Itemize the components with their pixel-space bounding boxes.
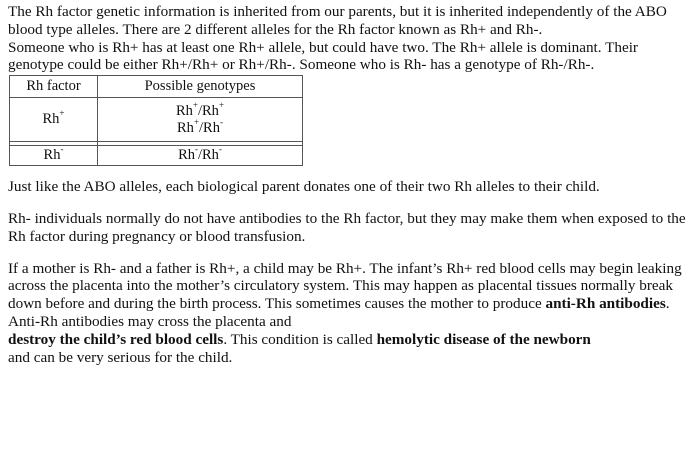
intro-paragraph-2: Someone who is Rh+ has at least one Rh+ allele, but could have two. The Rh+ allele is dominant. Their genotype could be either Rh+/Rh+ or Rh+/Rh-. Someone who is Rh- has a genotype of Rh-/Rh-. — [8, 38, 638, 74]
abo-alleles-paragraph: Just like the ABO alleles, each biological parent donates one of their two Rh alleles to their child. — [8, 178, 600, 196]
rh-positive-genotypes-cell — [98, 98, 303, 142]
destroy-red-cells-term: destroy the child’s red blood cells — [8, 330, 224, 348]
genotype-rh-pos-pos: Rh+/Rh+ — [175, 99, 225, 119]
genotype-rh-neg-neg: Rh-/Rh- — [178, 144, 222, 164]
intro-paragraph-1: The Rh factor genetic information is inherited from our parents, but it is inherited independently of the ABO blood type alleles. There are 2 different alleles for the Rh factor known as Rh+ and Rh-. — [8, 3, 667, 38]
genotype-rh-pos-neg: Rh+/Rh- — [177, 116, 223, 136]
rh-negative-factor-cell: Rh- — [10, 146, 98, 166]
antibodies-paragraph: Rh- individuals normally do not have antibodies to the Rh factor, but they may make them when exposed to the Rh factor during pregnancy or blood transfusion. — [8, 209, 686, 245]
header-possible-genotypes: Possible genotypes — [98, 76, 303, 98]
rh-negative-genotypes-cell — [98, 146, 303, 166]
table-row — [10, 146, 303, 166]
rh-positive-factor-cell: Rh+ — [10, 98, 98, 142]
anti-rh-antibodies-term: anti-Rh antibodies — [545, 295, 666, 313]
rh-genotype-table — [9, 75, 303, 166]
table-header-row — [10, 76, 303, 98]
table-row — [10, 98, 303, 142]
hemolytic-disease-term: hemolytic disease of the newborn — [376, 330, 591, 348]
hemolytic-disease-paragraph: If a mother is Rh- and a father is Rh+, a child may be Rh+. The infant’s Rh+ red blood cells may begin leaking across the placenta into the mother’s circulatory system. This may happen as placental tissues normally break down before and during the birth process. This sometimes causes the mother to produce anti-Rh antibodies. Anti-Rh antibodies may cross the placenta and destroy the child’s red blood cells. This condition is called hemolytic disease of the newborn and can be very serious for the child. — [8, 259, 682, 366]
header-rh-factor: Rh factor — [10, 76, 98, 98]
